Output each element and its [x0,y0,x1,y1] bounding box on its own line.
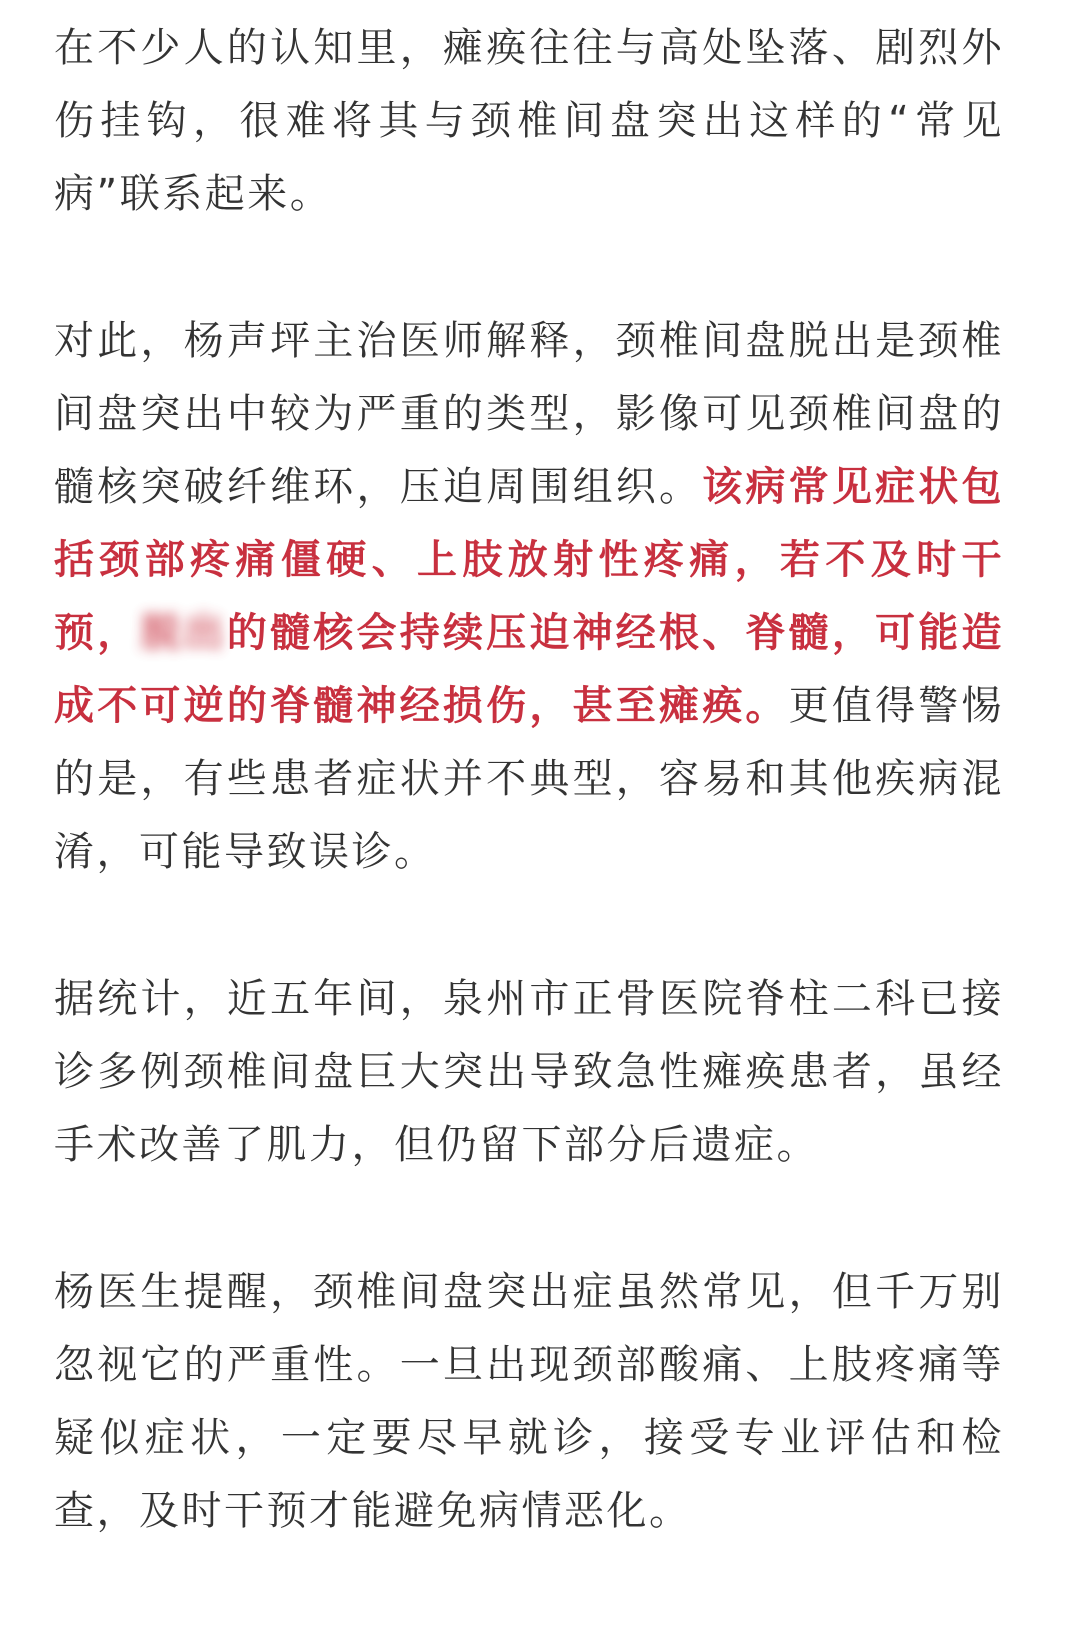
paragraph-4: 杨医生提醒，颈椎间盘突出症虽然常见，但千万别忽视它的严重性。一旦出现颈部酸痛、上肢疼痛等疑似症状，一定要尽早就诊，接受专业评估和检查，及时干预才能避免病情恶化。 [54,1269,1004,1534]
obscured-text: 脱出 [140,610,227,656]
highlighted-warning-part-1: 该病常见症状包括颈部疼痛僵硬、上肢放射性疼痛，若不及时干预， [54,464,1005,656]
highlighted-warning-part-2: 的髓核会持续压迫神经根、脊髓，可能造成不可逆的脊髓神经损伤，甚至瘫痪。 [54,610,1005,729]
paragraph-2 [54,305,1004,889]
article-body [54,12,1004,1548]
paragraph-2-outro: 更值得警惕的是，有些患者症状并不典型，容易和其他疾病混淆，可能导致误诊。 [54,683,1005,875]
paragraph-2-intro: 对此，杨声坪主治医师解释，颈椎间盘脱出是颈椎间盘突出中较为严重的类型，影像可见颈椎间盘的髓核突破纤维环，压迫周围组织。 [54,318,1004,510]
paragraph-1: 在不少人的认知里，瘫痪往往与高处坠落、剧烈外伤挂钩，很难将其与颈椎间盘突出这样的“常见病”联系起来。 [54,25,1004,217]
paragraph-3: 据统计，近五年间，泉州市正骨医院脊柱二科已接诊多例颈椎间盘巨大突出导致急性瘫痪患者，虽经手术改善了肌力，但仍留下部分后遗症。 [54,976,1004,1168]
